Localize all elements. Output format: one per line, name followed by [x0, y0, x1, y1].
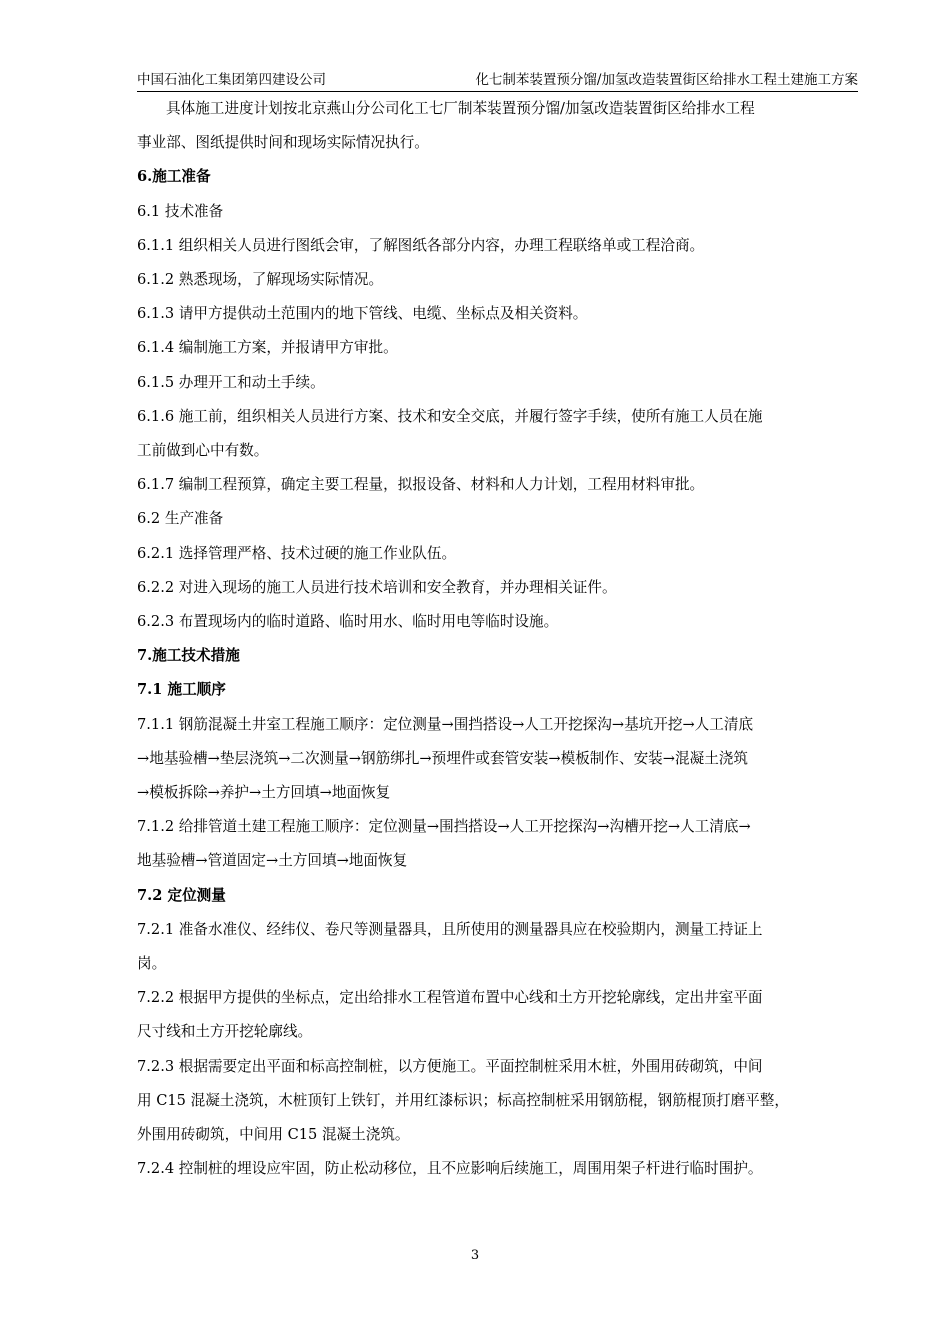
header-document-title: 化七制苯装置预分馏/加氢改造装置街区给排水工程土建施工方案 [475, 72, 858, 88]
paragraph-line: 6.1.5 办理开工和动土手续。 [137, 373, 325, 391]
paragraph-line: 6.1.2 熟悉现场，了解现场实际情况。 [137, 271, 384, 289]
paragraph-line: 6.2.1 选择管理严格、技术过硬的施工作业队伍。 [137, 544, 457, 562]
paragraph-line: 6.2 生产准备 [137, 510, 224, 528]
section-heading: 7.1 施工顺序 [137, 681, 226, 699]
paragraph-line: 7.2.3 根据需要定出平面和标高控制桩，以方便施工。平面控制桩采用木桩，外围用砖砌筑，中间 [137, 1057, 763, 1075]
header-company: 中国石油化工集团第四建设公司 [137, 72, 326, 88]
page-header [137, 66, 858, 92]
paragraph-line: 6.2.2 对进入现场的施工人员进行技术培训和安全教育，并办理相关证件。 [137, 578, 617, 596]
document-body [137, 92, 858, 1187]
paragraph-line: 6.1.3 请甲方提供动土范围内的地下管线、电缆、坐标点及相关资料。 [137, 305, 588, 323]
paragraph-line: 7.2.4 控制桩的埋设应牢固，防止松动移位，且不应影响后续施工，周围用架子杆进行临时围护。 [137, 1160, 763, 1178]
paragraph-line: 外围用砖砌筑，中间用 C15 混凝土浇筑。 [137, 1126, 410, 1144]
paragraph-line: 用 C15 混凝土浇筑，木桩顶钉上铁钉，并用红漆标识；标高控制桩采用钢筋棍，钢筋棍顶打磨平整， [137, 1091, 789, 1109]
paragraph-line: 6.1.7 编制工程预算，确定主要工程量，拟报设备、材料和人力计划，工程用材料审批。 [137, 476, 705, 494]
paragraph-line: 7.1.1 钢筋混凝土井室工程施工顺序：定位测量→围挡搭设→人工开挖探沟→基坑开挖→人工清底 [137, 715, 754, 733]
section-heading: 7.施工技术措施 [137, 647, 240, 665]
paragraph-line: 地基验槽→管道固定→土方回填→地面恢复 [137, 852, 408, 870]
paragraph-line: 6.1.1 组织相关人员进行图纸会审，了解图纸各部分内容，办理工程联络单或工程洽商。 [137, 236, 705, 254]
paragraph-line: 7.2.1 准备水准仪、经纬仪、卷尺等测量器具，且所使用的测量器具应在校验期内，测量工持证上 [137, 920, 763, 938]
page-number: 3 [470, 1248, 480, 1263]
section-heading: 7.2 定位测量 [137, 886, 226, 904]
paragraph-line: 岗。 [137, 955, 167, 973]
paragraph-line: →模板拆除→养护→土方回填→地面恢复 [137, 784, 391, 802]
paragraph-line: 7.1.2 给排管道土建工程施工顺序：定位测量→围挡搭设→人工开挖探沟→沟槽开挖→人工清底→ [137, 818, 751, 836]
paragraph-line: 具体施工进度计划按北京燕山分公司化工七厂制苯装置预分馏/加氢改造装置街区给排水工程 [166, 100, 755, 117]
paragraph-line: 尺寸线和土方开挖轮廓线。 [137, 1023, 313, 1041]
paragraph-line: 6.1.4 编制施工方案，并报请甲方审批。 [137, 339, 398, 357]
paragraph-line: →地基验槽→垫层浇筑→二次测量→钢筋绑扎→预埋件或套管安装→模板制作、安装→混凝土浇筑 [137, 749, 748, 767]
paragraph-line: 事业部、图纸提供时间和现场实际情况执行。 [137, 134, 429, 152]
paragraph-line: 6.1 技术准备 [137, 202, 224, 220]
section-heading: 6.施工准备 [137, 168, 211, 186]
paragraph-line: 7.2.2 根据甲方提供的坐标点，定出给排水工程管道布置中心线和土方开挖轮廓线，定出井室平面 [137, 989, 763, 1007]
paragraph-line: 6.1.6 施工前，组织相关人员进行方案、技术和安全交底，并履行签字手续，使所有施工人员在施 [137, 407, 763, 425]
paragraph-line: 6.2.3 布置现场内的临时道路、临时用水、临时用电等临时设施。 [137, 613, 559, 631]
paragraph-line: 工前做到心中有数。 [137, 442, 269, 460]
